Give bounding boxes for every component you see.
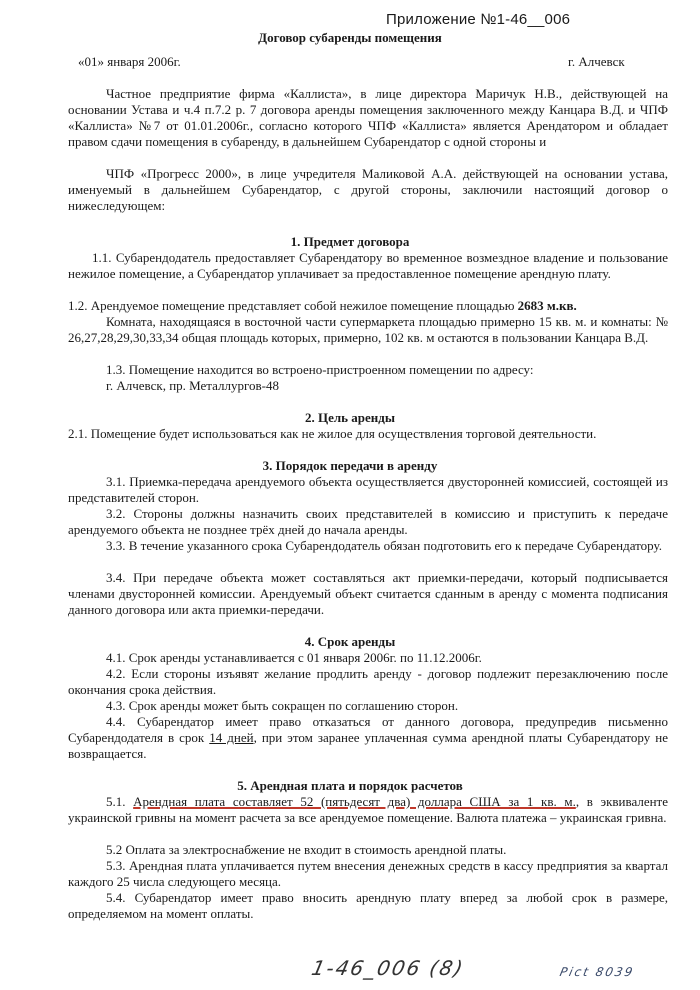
clause-1-1: 1.1. Субарендодатель предоставляет Субарендатору во временное возмездное владение и пользование нежилое помещение, а Субарендатор уплачивает за предоставленное помещение арендную плату. <box>68 250 668 281</box>
appendix-number: Приложение №1-46__006 <box>386 11 571 28</box>
clause-5-2: 5.2 Оплата за электроснабжение не входит в стоимость арендной платы. <box>106 842 507 857</box>
clause-3-4: 3.4. При передаче объекта может составляться акт приемки-передачи, который подписывается членами двусторонней комиссии. Арендуемый объект считается сданным в аренду с момента подписания данного договора или акта приемки-передачи. <box>68 570 668 617</box>
clause-3-2: 3.2. Стороны должны назначить своих представителей в комиссию и приступить к передаче арендуемого объекта не позднее трёх дней до начала аренды. <box>68 506 668 537</box>
intro-paragraph-2: ЧПФ «Прогресс 2000», в лице учредителя Маликовой А.А. действующей на основании устава, именуемый в дальнейшем Субарендатор, с другой стороны, заключили настоящий договор о нижеследующем: <box>68 166 668 213</box>
clause-4-4-days: 14 дней <box>209 730 254 745</box>
clause-1-3-address: г. Алчевск, пр. Металлургов-48 <box>106 378 279 393</box>
clause-4-4 <box>68 714 668 762</box>
contract-date: «01» января 2006г. <box>78 54 181 69</box>
handwritten-note: Pict 8039 <box>558 965 636 979</box>
section-1-heading: 1. Предмет договора <box>290 234 410 249</box>
clause-4-1: 4.1. Срок аренды устанавливается с 01 января 2006г. по 11.12.2006г. <box>106 650 482 665</box>
clause-4-4-text-a: 4.4. Субарендатор имеет право отказаться от данного договора, предупредив письменно Субарендодателя в срок <box>68 714 668 745</box>
contract-city: г. Алчевск <box>568 54 625 69</box>
intro-paragraph-1: Частное предприятие фирма «Каллиста», в лице директора Маричук Н.В., действующей на основании Устава и ч.4 п.7.2 р. 7 договора аренды помещения заключенного между Канцара В.Д. и ЧПФ «Каллиста» №7 от 01.01.2006г., согласно которого ЧПФ «Каллиста» является Арендатором и обладает правом сдачи помещения в субаренду, в дальнейшем Субарендатор с одной стороны и <box>68 86 668 149</box>
section-4-heading: 4. Срок аренды <box>304 634 396 649</box>
clause-5-3: 5.3. Арендная плата уплачивается путем внесения денежных средств в кассу предприятия за квартал каждого 25 числа следующего месяца. <box>68 858 668 889</box>
clause-5-1-number: 5.1. <box>106 794 134 809</box>
clause-3-1: 3.1. Приемка-передача арендуемого объекта осуществляется двусторонней комиссией, состоящей из представителей сторон. <box>68 474 668 505</box>
clause-2-1: 2.1. Помещение будет использоваться как не жилое для осуществления торговой деятельности. <box>68 426 597 441</box>
clause-3-3: 3.3. В течение указанного срока Субарендодатель обязан подготовить его к передаче Субарендатору. <box>106 538 662 553</box>
clause-5-1-text: , в эквиваленте украинской гривны на момент расчета за все арендуемое помещение. Валюта платежа – украинская гривна. <box>68 794 668 825</box>
clause-4-2: 4.2. Если стороны изъявят желание продлить аренду - договор подлежит перезаключению после окончания срока действия. <box>68 666 668 697</box>
section-2-heading: 2. Цель аренды <box>304 410 396 425</box>
clause-1-2-text: 1.2. Арендуемое помещение представляет собой нежилое помещение площадью <box>68 298 518 313</box>
clause-5-1-rent-amount: Арендная плата составляет 52 (пятьдесят два) доллара США за 1 кв. м. <box>133 794 576 809</box>
clause-5-1 <box>68 794 668 826</box>
clause-1-2 <box>68 298 668 314</box>
section-3-heading: 3. Порядок передачи в аренду <box>262 458 438 473</box>
clause-4-4-text-c: , при этом заранее уплаченная сумма арендной платы Субарендатору не возвращается. <box>68 730 668 761</box>
document-title: Договор субаренды помещения <box>258 30 442 45</box>
clause-5-4: 5.4. Субарендатор имеет право вносить арендную плату вперед за любой срок в размере, определяемом на момент оплаты. <box>68 890 668 921</box>
section-5-heading: 5. Арендная плата и порядок расчетов <box>237 778 463 793</box>
clause-1-2-area: 2683 м.кв. <box>517 298 577 313</box>
clause-1-3: 1.3. Помещение находится во встроено-пристроенном помещении по адресу: <box>106 362 534 377</box>
handwritten-code: 1-46_006 (8) <box>309 956 467 980</box>
clause-4-3: 4.3. Срок аренды может быть сокращен по соглашению сторон. <box>106 698 459 713</box>
clause-1-2-rooms: Комната, находящаяся в восточной части супермаркета площадью примерно 15 кв. м. и комнаты: № 26,27,28,29,30,33,34 общая площадь которых, примерно, 102 кв. м остаются в пользовании Канцара В.Д. <box>68 314 668 345</box>
